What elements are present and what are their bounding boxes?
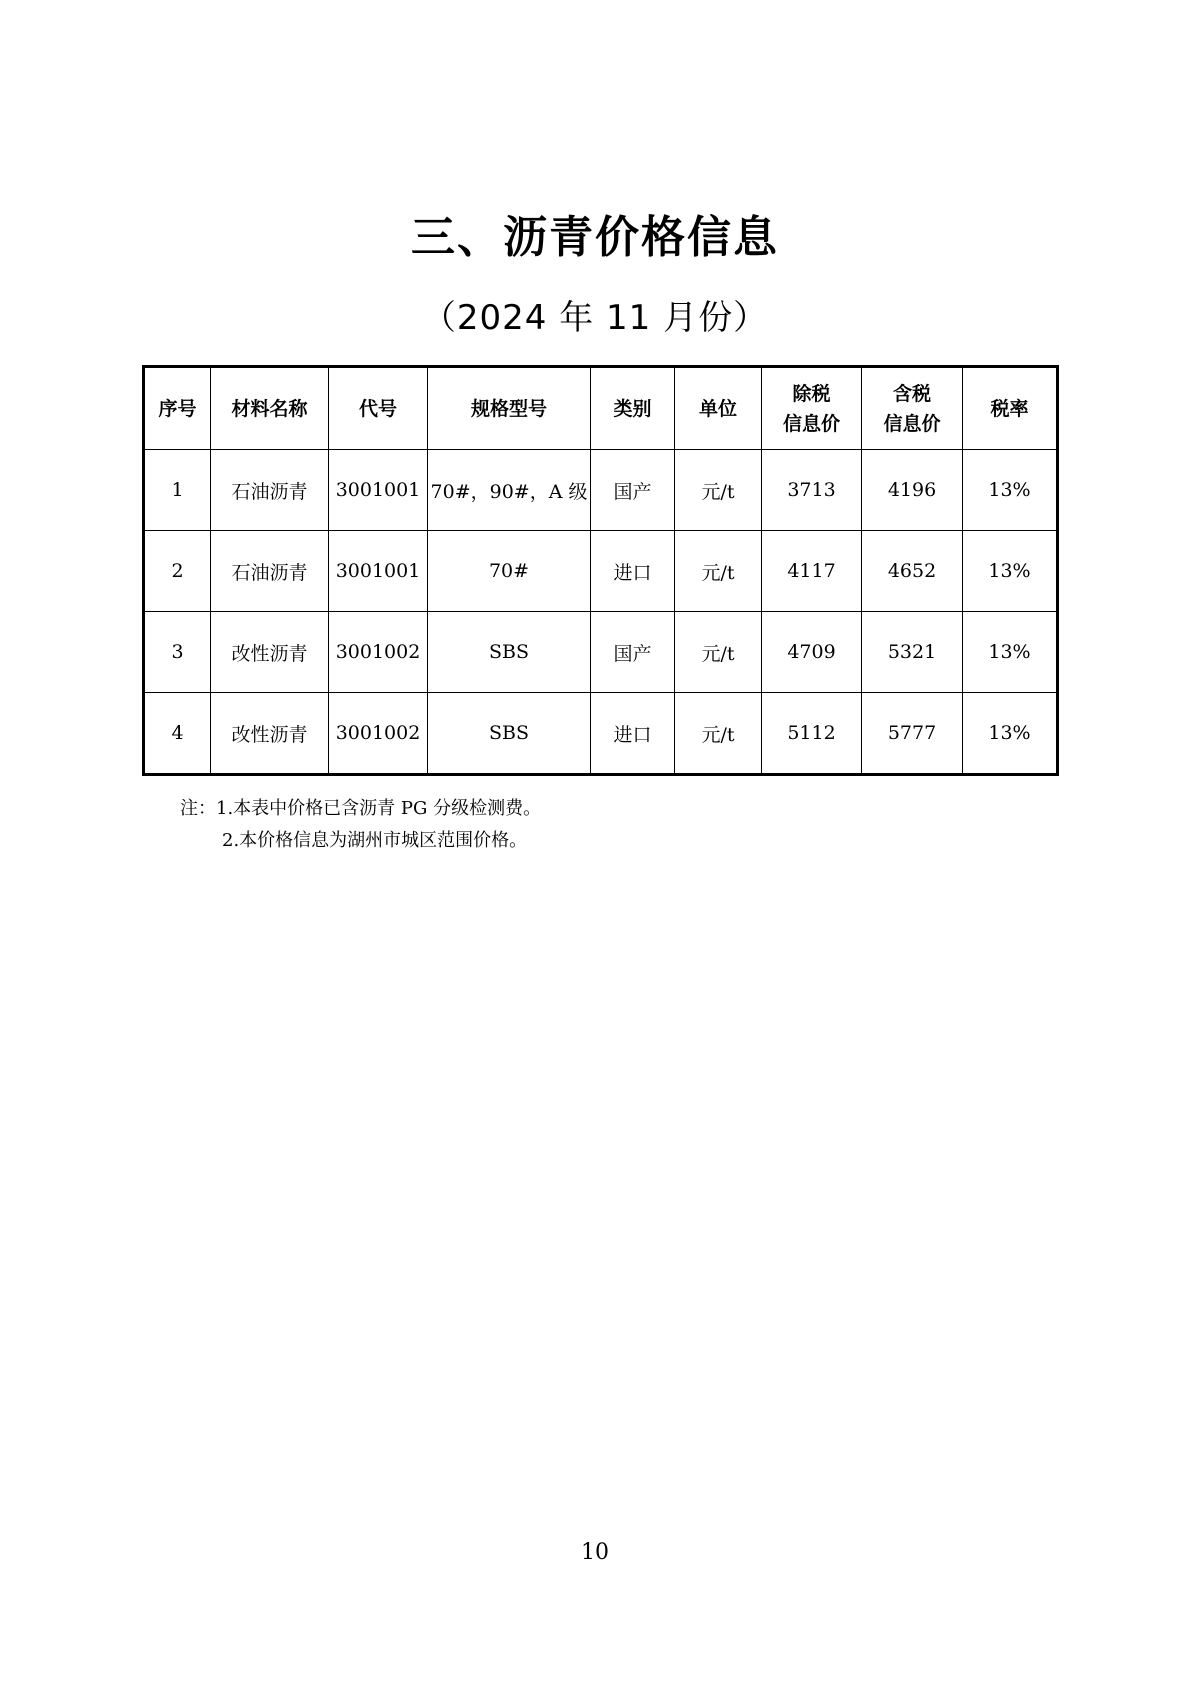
cell-material-name: 石油沥青	[211, 531, 329, 612]
cell-category: 国产	[591, 450, 675, 531]
asphalt-price-table	[142, 365, 1059, 776]
cell-seq: 3	[144, 612, 211, 693]
cell-spec: SBS	[428, 693, 591, 775]
cell-price-inc-tax: 5777	[862, 693, 963, 775]
cell-price-ex-tax: 3713	[762, 450, 862, 531]
cell-spec: 70#，90#，A 级	[428, 450, 591, 531]
page-subtitle: （2024 年 11 月份）	[421, 298, 769, 338]
header-price-ex-tax	[762, 367, 862, 450]
cell-unit: 元/t	[675, 612, 762, 693]
cell-material-name: 改性沥青	[211, 693, 329, 775]
cell-material-name: 石油沥青	[211, 450, 329, 531]
cell-material-name: 改性沥青	[211, 612, 329, 693]
cell-code: 3001002	[329, 693, 428, 775]
cell-price-ex-tax: 4709	[762, 612, 862, 693]
header-category: 类别	[591, 367, 675, 450]
cell-price-inc-tax: 4652	[862, 531, 963, 612]
note-line-2: 2.本价格信息为湖州市城区范围价格。	[222, 830, 528, 851]
header-unit: 单位	[675, 367, 762, 450]
cell-category: 进口	[591, 531, 675, 612]
cell-price-ex-tax: 5112	[762, 693, 862, 775]
cell-price-ex-tax: 4117	[762, 531, 862, 612]
cell-price-inc-tax: 4196	[862, 450, 963, 531]
note-line-1: 注：1.本表中价格已含沥青 PG 分级检测费。	[180, 798, 542, 819]
cell-price-inc-tax: 5321	[862, 612, 963, 693]
table-notes	[180, 793, 541, 857]
header-seq: 序号	[144, 367, 211, 450]
page-title: 三、沥青价格信息	[411, 212, 779, 263]
table-header-row	[144, 367, 1058, 450]
cell-tax-rate: 13%	[963, 612, 1058, 693]
cell-tax-rate: 13%	[963, 531, 1058, 612]
header-price-ex-tax-line1: 除税	[792, 382, 831, 405]
table-row	[144, 531, 1058, 612]
cell-seq: 1	[144, 450, 211, 531]
header-price-inc-tax-line2: 信息价	[883, 412, 941, 435]
header-spec: 规格型号	[428, 367, 591, 450]
cell-code: 3001002	[329, 612, 428, 693]
table-row	[144, 612, 1058, 693]
cell-tax-rate: 13%	[963, 693, 1058, 775]
cell-category: 进口	[591, 693, 675, 775]
cell-spec: SBS	[428, 612, 591, 693]
cell-category: 国产	[591, 612, 675, 693]
cell-seq: 4	[144, 693, 211, 775]
header-material-name: 材料名称	[211, 367, 329, 450]
page-number: 10	[581, 1540, 609, 1565]
header-price-inc-tax	[862, 367, 963, 450]
table-row	[144, 450, 1058, 531]
cell-tax-rate: 13%	[963, 450, 1058, 531]
cell-unit: 元/t	[675, 531, 762, 612]
table-row	[144, 693, 1058, 775]
cell-code: 3001001	[329, 450, 428, 531]
cell-seq: 2	[144, 531, 211, 612]
header-price-inc-tax-line1: 含税	[892, 382, 931, 405]
cell-unit: 元/t	[675, 450, 762, 531]
cell-spec: 70#	[428, 531, 591, 612]
cell-code: 3001001	[329, 531, 428, 612]
header-tax-rate: 税率	[963, 367, 1058, 450]
cell-unit: 元/t	[675, 693, 762, 775]
header-price-ex-tax-line2: 信息价	[782, 412, 840, 435]
header-code: 代号	[329, 367, 428, 450]
